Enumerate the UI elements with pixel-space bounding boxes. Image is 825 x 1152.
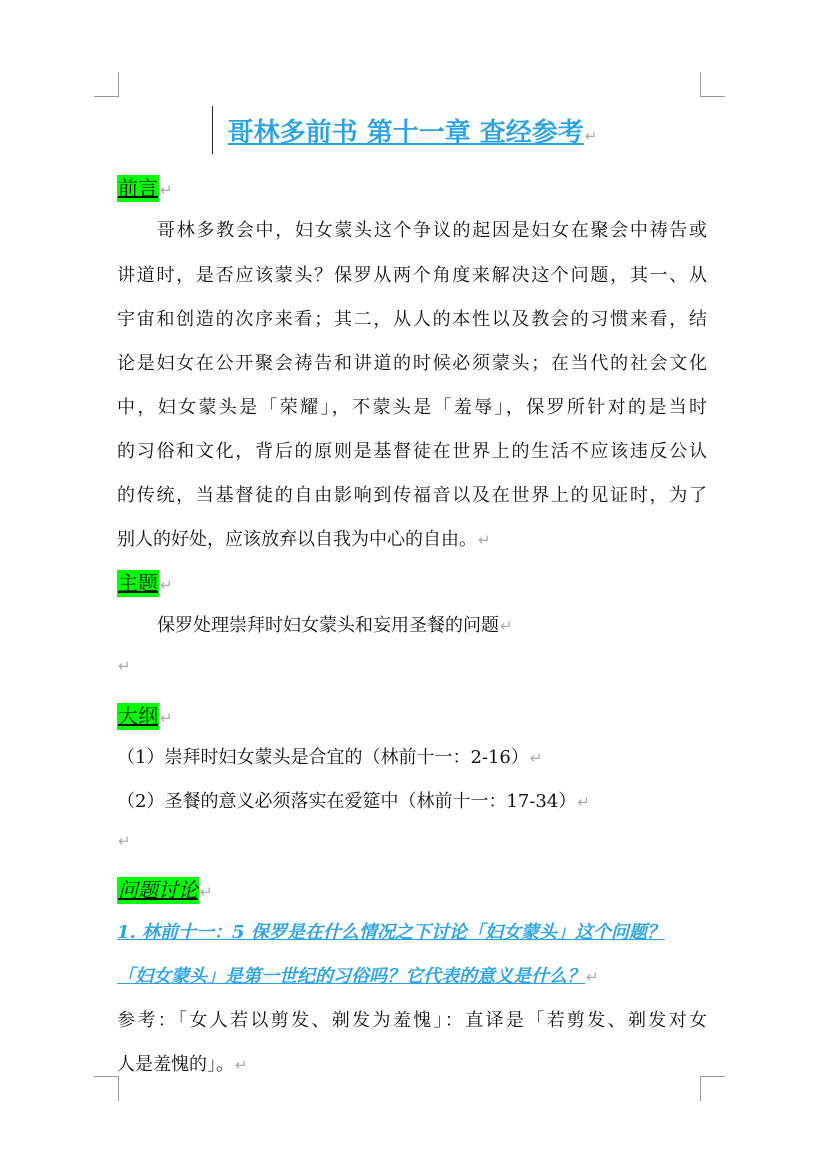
empty-paragraph[interactable]: [117, 655, 707, 676]
paragraph-mark: ↵: [586, 968, 599, 986]
paragraph-mark: ↵: [235, 1056, 248, 1074]
theme-text-content: 保罗处理崇拜时妇女蒙头和妄用圣餐的问题: [157, 615, 499, 636]
preface-line[interactable]: 论是妇女在公开聚会祷告和讲道的时候必须蒙头；在当代的社会文化: [117, 353, 707, 374]
outline-item-text: （2）圣餐的意义必须落实在爱筵中（林前十一：17-34）: [117, 791, 577, 812]
paragraph-mark: ↵: [529, 749, 543, 767]
heading-text: 问题讨论: [118, 878, 198, 902]
question-text: 「妇女蒙头」是第一世纪的习俗吗？它代表的意义是什么？: [117, 966, 585, 987]
preface-line-text: 别人的好处，应该放弃以自我为中心的自由。: [117, 529, 477, 550]
answer-text: 人是羞愧的」。: [117, 1054, 234, 1075]
theme-text[interactable]: [117, 611, 707, 637]
margin-corner-bottom-right: [700, 1076, 725, 1101]
heading-text: 前言: [118, 176, 158, 200]
margin-corner-bottom-left: [94, 1076, 119, 1101]
section-heading-theme[interactable]: [117, 567, 707, 596]
preface-line[interactable]: 讲道时，是否应该蒙头？保罗从两个角度来解决这个问题，其一、从: [117, 265, 707, 286]
title-text: 哥林多前书 第十一章 查经参考: [227, 118, 584, 148]
preface-line[interactable]: 中，妇女蒙头是「荣耀」，不蒙头是「羞辱」，保罗所针对的是当时: [117, 397, 707, 418]
preface-line[interactable]: 宇宙和创造的次序来看；其二，从人的本性以及教会的习惯来看，结: [117, 309, 707, 330]
question-line[interactable]: 1. 林前十一：5 保罗是在什么情况之下讨论「妇女蒙头」这个问题？: [117, 922, 665, 943]
preface-line[interactable]: 的传统，当基督徒的自由影响到传福音以及在世界上的见证时，为了: [117, 485, 707, 506]
outline-item[interactable]: [117, 787, 707, 813]
section-heading-discussion[interactable]: [117, 874, 707, 903]
paragraph-mark: ↵: [118, 657, 131, 675]
question-line[interactable]: [117, 962, 707, 988]
outline-item-text: （1）崇拜时妇女蒙头是合宜的（林前十一：2-16）: [117, 747, 529, 768]
paragraph-mark: ↵: [577, 793, 590, 811]
preface-line-last[interactable]: [117, 525, 707, 551]
paragraph-mark: ↵: [118, 832, 131, 850]
paragraph-mark: ↵: [160, 709, 173, 727]
paragraph-mark: ↵: [160, 181, 173, 199]
document-title[interactable]: [0, 112, 825, 149]
paragraph-mark: ↵: [478, 531, 491, 549]
margin-corner-top-left: [94, 72, 119, 97]
preface-line[interactable]: 的习俗和文化，背后的原则是基督徒在世界上的生活不应该违反公认: [117, 441, 707, 462]
heading-text: 主题: [118, 571, 158, 595]
margin-corner-top-right: [700, 72, 725, 97]
paragraph-mark: ↵: [160, 576, 173, 594]
paragraph-mark: ↵: [200, 883, 213, 901]
paragraph-mark: ↵: [500, 617, 513, 635]
paragraph-mark: ↵: [584, 127, 598, 145]
heading-text: 大纲: [118, 704, 158, 728]
answer-line[interactable]: [117, 1050, 707, 1076]
outline-item[interactable]: [117, 743, 707, 769]
answer-line[interactable]: 参考：「女人若以剪发、剃发为羞愧」：直译是「若剪发、剃发对女: [117, 1010, 707, 1031]
preface-line[interactable]: 哥林多教会中，妇女蒙头这个争议的起因是妇女在聚会中祷告或: [157, 220, 707, 241]
empty-paragraph[interactable]: [117, 830, 707, 851]
section-heading-preface[interactable]: [117, 172, 707, 201]
section-heading-outline[interactable]: [117, 700, 707, 729]
